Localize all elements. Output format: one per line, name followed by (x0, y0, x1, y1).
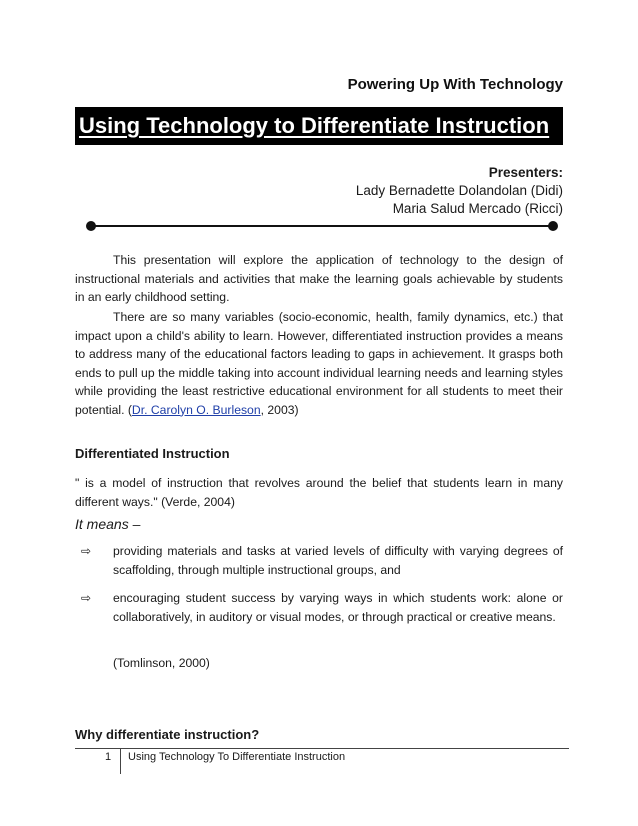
intro-paragraph-2 (75, 308, 563, 419)
list-item-text: encouraging student success by varying ways in which students work: alone or collaboratively, in auditory or visual modes, or through practical or creative means. (113, 591, 563, 624)
author-link[interactable]: Dr. Carolyn O. Burleson (131, 402, 261, 417)
presenter-name: Lady Bernadette Dolandolan (Didi) (355, 183, 563, 198)
footer-title: Using Technology To Differentiate Instruction (128, 751, 346, 763)
divider-line (90, 225, 553, 227)
citation: (Tomlinson, 2000) (113, 656, 210, 670)
list-item (75, 589, 563, 626)
list-item-text: providing materials and tasks at varied levels of difficulty with varying degrees of scaffolding, through multiple instructional groups, and (113, 544, 563, 577)
arrow-bullet-icon: ⇨ (81, 591, 92, 605)
page-number: 1 (105, 751, 112, 763)
intro-paragraph-2-text: There are so many variables (socio-economic, health, family dynamics, etc.) that impact upon a child's ability to learn. However, differentiated instruction provides a means to address many of the educational factors leading to gaps in achievement. It grasps both ends to pull up the middle taking into account individual learning needs and learning styles while providing the least restrictive educational environment for all students to meet their potential. ( (75, 310, 563, 417)
presenters-heading: Presenters: (488, 165, 563, 180)
presenters-block (356, 164, 563, 218)
divider-left-dot (86, 221, 96, 231)
section-heading-why: Why differentiate instruction? (75, 727, 260, 742)
bullet-list (75, 542, 563, 636)
series-title: Powering Up With Technology (347, 76, 563, 93)
footer-separator (120, 748, 121, 774)
intro-paragraph-2-tail: , 2003) (260, 402, 299, 417)
arrow-bullet-icon: ⇨ (81, 544, 92, 558)
divider-right-dot (548, 221, 558, 231)
it-means-label: It means – (75, 516, 141, 532)
presenter-name: Maria Salud Mercado (Ricci) (392, 201, 563, 216)
document-title-bar (75, 107, 563, 145)
intro-paragraph-1-text: This presentation will explore the application of technology to the design of instructional materials and activities that make the learning goals achievable by students in an early childhood setting. (75, 253, 563, 304)
definition-quote: " is a model of instruction that revolves around the belief that students learn in many different ways." (Verde, 2004) (75, 476, 563, 509)
section-heading-differentiated: Differentiated Instruction (75, 446, 230, 461)
list-item (75, 542, 563, 579)
document-title: Using Technology to Differentiate Instruction (79, 113, 550, 138)
intro-paragraph-1 (75, 251, 563, 307)
footer-rule (75, 748, 569, 749)
